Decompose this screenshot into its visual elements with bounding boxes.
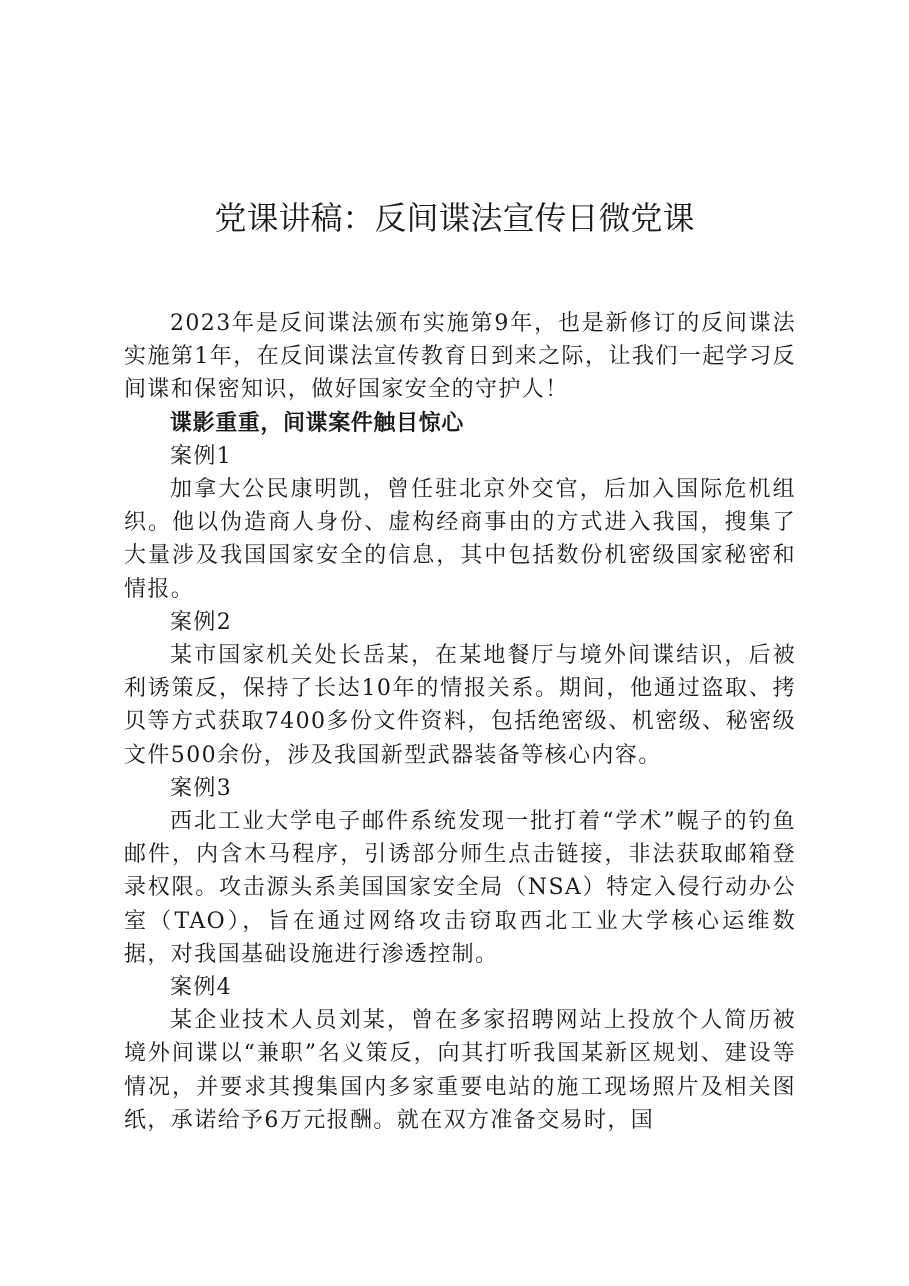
section-heading: 谍影重重，间谍案件触目惊心 [170, 410, 464, 436]
case-label: 案例1 [170, 443, 233, 469]
document-title: 党课讲稿：反间谍法宣传日微党课 [214, 199, 695, 237]
case-paragraph: 某企业技术人员刘某，曾在多家招聘网站上投放个人简历被境外间谍以“兼职”名义策反，向其打听我国某新区规划、建设等情况，并要求其搜集国内多家重要电站的施工现场照片及相关图纸，承诺给予6万元报酬。就在双方准备交易时，国 [124, 1008, 796, 1133]
document-body [124, 307, 796, 1137]
case-label: 案例3 [170, 775, 233, 801]
case-paragraph: 加拿大公民康明凯，曾任驻北京外交官，后加入国际危机组织。他以伪造商人身份、虚构经商事由的方式进入我国，搜集了大量涉及我国国家安全的信息，其中包括数份机密级国家秘密和情报。 [124, 477, 796, 602]
case-paragraph: 某市国家机关处长岳某，在某地餐厅与境外间谍结识，后被利诱策反，保持了长达10年的情报关系。期间，他通过盗取、拷贝等方式获取7400多份文件资料，包括绝密级、机密级、秘密级文件500余份，涉及我国新型武器装备等核心内容。 [124, 643, 796, 768]
case-label: 案例2 [170, 609, 233, 635]
case-paragraph: 西北工业大学电子邮件系统发现一批打着“学术”幌子的钓鱼邮件，内含木马程序，引诱部分师生点击链接，非法获取邮箱登录权限。攻击源头系美国国家安全局（NSA）特定入侵行动办公室（TAO），旨在通过网络攻击窃取西北工业大学核心运维数据，对我国基础设施进行渗透控制。 [124, 809, 796, 967]
case-label: 案例4 [170, 975, 233, 1001]
intro-paragraph: 2023年是反间谍法颁布实施第9年，也是新修订的反间谍法实施第1年，在反间谍法宣传教育日到来之际，让我们一起学习反间谍和保密知识，做好国家安全的守护人！ [124, 311, 796, 403]
